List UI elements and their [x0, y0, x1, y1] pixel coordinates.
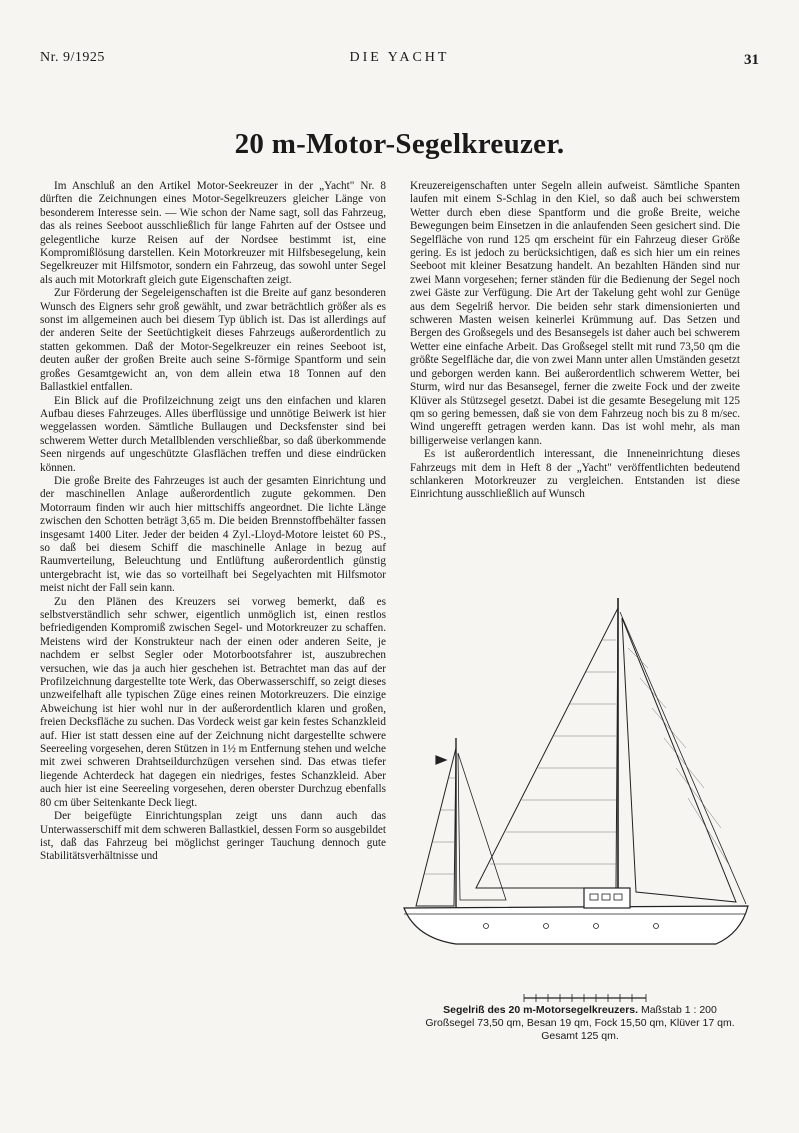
page-number: 31 [744, 52, 759, 68]
figure-caption [410, 1004, 750, 1043]
article-title: 20 m-Motor-Segelkreuzer. [234, 128, 565, 160]
main-sail [476, 608, 618, 888]
flag [436, 756, 446, 764]
issue-number: Nr. 9/1925 [40, 50, 105, 65]
sail-plan-figure [396, 588, 752, 988]
paragraph: Es ist außerordentlich interessant, die Inneneinrichtung dieses Fahrzeugs mit dem in Heft 8 der „Yacht" veröffentlichten bedeutend schlankeren Motorkreuzer zu vergleichen. Entstanden ist diese Einrichtung ausschließlich auf Wunsch [410, 448, 740, 501]
paragraph: Zu den Plänen des Kreuzers sei vorweg bemerkt, daß es selbstverständlich sehr schwer, eigentlich unmöglich ist, einen restlos befriedigenden Kompromiß zwischen Segel- und Motorkreuzer zu schaffen. Meistens wird der Konstrukteur nach der einen oder anderen Seite, je nachdem er selbst Segler oder Motorbootsfahrer ist, auszubrechen versuchen, wie das ja auch hier geschehen ist. Betrachtet man das auf der Profilzeichnung dargestellte tote Werk, das Oberwasserschiff, so zeigt dieses unzweifelhaft alle typischen Züge eines reinen Motorkreuzers. Die einzige Abweichung ist hier wohl nur in der außerordentlich klaren und großen, freien Decksfläche zu suchen. Das Vordeck weist gar kein festes Schanzkleid auf. Hier ist statt dessen eine auf der Zeichnung nicht dargestellte schwere Seereeling vorgesehen, deren Stützen in 1½ m Entfernung stehen und welche mit zwei schweren Drahtseildurchzügen versehen sind. Das etwas tiefer liegende Achterdeck hat dagegen ein niedriges, festes Schanzkleid. Aber auch hier ist eine Seereeling vorgesehen, deren oberster Durchzug ebenfalls 80 cm über Seitenkante Deck liegt. [40, 595, 386, 809]
paragraph: Im Anschluß an den Artikel Motor-Seekreuzer in der „Yacht" Nr. 8 dürften die Zeichnungen eines Motor-Segelkreuzers gleicher Länge von besonderem Interesse sein. — Wie schon der Name sagt, soll das Fahrzeug, das als reines Seeboot ausschließlich für lange Fahrten auf der Ostsee und gelegentliche kurze Reisen auf der Nordsee bestimmt ist, eine Kompromißlösung darstellen. Kein Motorkreuzer mit Hilfsbesegelung, kein Segelkreuzer mit Hilfsmotor, sondern ein Fahrzeug, das sowohl unter Segel als auch mit Motorkraft gleich gute Eigenschaften zeigt. [40, 180, 386, 286]
right-column [410, 180, 740, 580]
mizzen-sail [416, 748, 456, 906]
magazine-title: DIE YACHT [349, 50, 450, 65]
caption-scale: Maßstab 1 : 200 [640, 1004, 717, 1016]
page-header [40, 50, 759, 72]
deckhouse [584, 888, 630, 908]
caption-title: Segelriß des 20 m-Motorsegelkreuzers. [443, 1004, 639, 1016]
caption-sail-areas: Großsegel 73,50 qm, Besan 19 qm, Fock 15,50 qm, Klüver 17 qm. [425, 1017, 735, 1029]
left-column [40, 180, 386, 1070]
jib-sail [622, 618, 736, 902]
hull [404, 906, 748, 944]
scale-bar [520, 990, 650, 1004]
paragraph: Die große Breite des Fahrzeuges ist auch der gesamten Einrichtung und der maschinellen Anlage außerordentlich zugute gekommen. Den Motorraum finden wir auch hier mittschiffs angeordnet. Die lichte Länge zwischen den Schotten beträgt 3,65 m. Die beiden Brennstoffbehälter fassen insgesamt 1400 Liter. Jeder der beiden 4 Zyl.-Lloyd-Motore leistet 60 PS., so daß bei diesem Schiff die maschinelle Anlage in bezug auf Raumverteilung, Beleuchtung und Entlüftung außerordentlich günstig untergebracht ist, wie das so vorteilhaft bei Segelyachten mit Hilfsmotor meist nicht der Fall sein kann. [40, 474, 386, 595]
paragraph: Zur Förderung der Segeleigenschaften ist die Breite auf ganz besonderen Wunsch des Eigners sehr groß gewählt, und zwar beträchtlich größer als es sonst im allgemeinen auch bei diesem Typ üblich ist. Das ist allerdings auf der anderen Seite der Seetüchtigkeit dieses Fahrzeugs außerordentlich zu statten gekommen. Daß der Motor-Segelkreuzer ein reines Seeboot ist, deuten außer der großen Breite auch seine S-förmige Spantform und sein großes Gesamtgewicht an, von dem allein etwa 18 Tonnen auf den Ballastkiel entfallen. [40, 287, 386, 394]
paragraph: Kreuzereigenschaften unter Segeln allein aufweist. Sämtliche Spanten laufen mit einem S-Schlag in den Kiel, so daß auch bei schwerstem Wetter durch eben diese Spantform und die große Breite, weiche Bewegungen beim Einsetzen in die anlaufenden Seen gesichert sind. Die Segelfläche von rund 125 qm erscheint für ein Fahrzeug dieser Größe gering. Es ist jedoch zu berücksichtigen, daß es sich hier um ein reines Seeboot mit kleiner Besatzung handelt. An bezahlten Händen sind nur zwei Mann vorgesehen; ferner ständen für die Bedienung der Segel noch zwei Gäste zur Verfügung. Die Art der Takelung geht wohl zur Genüge aus dem Segelriß hervor. Die beiden sehr stark dimensionierten und schweren Masten weisen keinerlei Krümmung auf. Das Setzen und Bergen des Großsegels und des Besansegels ist daher auch bei schwerem Wetter eine einfache Arbeit. Das Großsegel stellt mit rund 73,50 qm die größte Segelfläche dar, die von zwei Mann unter allen Umständen gesetzt und geborgen werden kann. Bei außerordentlich schwerem Wetter, bei Sturm, wird nur das Besansegel, ferner die zweite Fock und der zweite Klüver als Stützsegel gesetzt. Dabei ist die gesamte Besegelung mit 125 qm so gering bemessen, daß sie von dem Fahrzeug noch bis zu 8 m/sec. Wind ungerefft getragen werden kann. Das ist wohl mehr, als man billigerweise verlangen kann. [410, 180, 740, 447]
caption-total: Gesamt 125 qm. [541, 1030, 619, 1042]
sail-plan-drawing-icon [396, 588, 752, 988]
paragraph: Der beigefügte Einrichtungsplan zeigt uns dann auch das Unterwasserschiff mit dem schweren Ballastkiel, dessen Form so ausgebildet ist, daß das Fahrzeug bei möglichst geringer Tauchung dennoch gute Stabilitätsverhältnisse und [40, 810, 386, 863]
paragraph: Ein Blick auf die Profilzeichnung zeigt uns den einfachen und klaren Aufbau dieses Fahrzeuges. Alles überflüssige und unnötige Beiwerk ist hier weggelassen worden. Sämtliche Bullaugen und Decksfenster sind bei schwerem Wetter durch Metallblenden verschließbar, so daß überkommende Seen nirgends auf ungeschützte Glasflächen treffen und diese eindrücken können. [40, 394, 386, 474]
